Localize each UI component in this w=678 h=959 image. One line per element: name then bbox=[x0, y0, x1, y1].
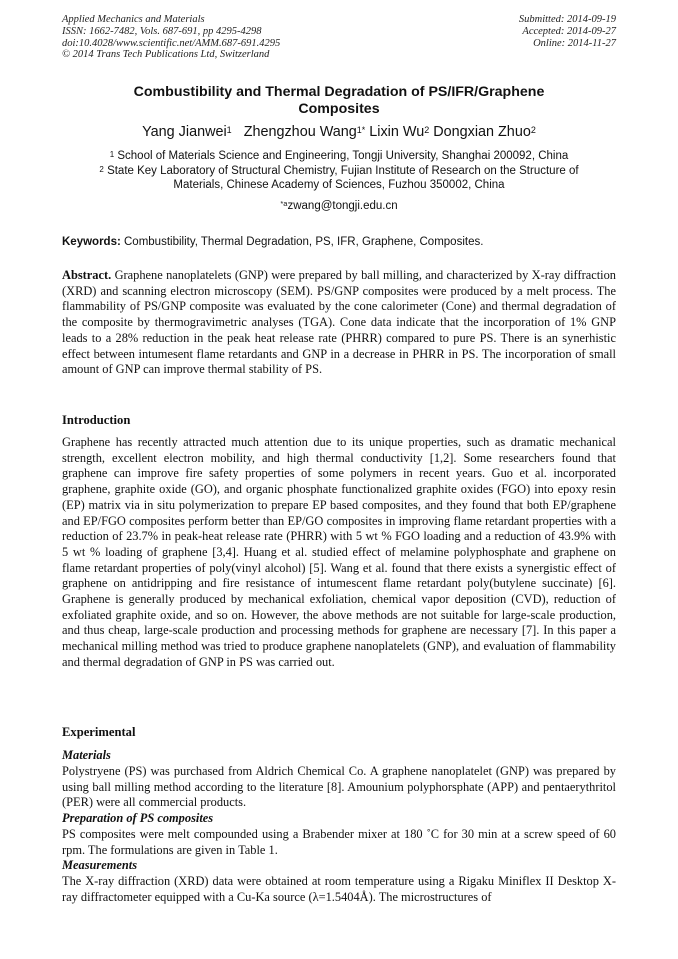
title-line-2: Composites bbox=[298, 101, 380, 117]
author-name: Lixin Wu bbox=[369, 124, 425, 140]
materials-text: Polystryene (PS) was purchased from Aldrich Chemical Co. A graphene nanoplatelet (GNP) was prepared by using ball milling method according to the literature [8]. Amounium polyphorsphate (APP) and pentaerythritol (PER) were all commercial products. bbox=[62, 764, 616, 810]
keywords-text: Combustibility, Thermal Degradation, PS, IFR, Graphene, Composites. bbox=[124, 236, 484, 248]
doi-line: doi:10.4028/www.scientific.net/AMM.687-691.4295 bbox=[62, 37, 281, 49]
affiliation-2: $^2$ State Key Laboratory of Structural Chemistry, Fujian Institute of Research on the Structure of bbox=[99, 164, 579, 177]
title-line-1: Combustibility and Thermal Degradation of PS/IFR/Graphene bbox=[133, 84, 545, 100]
affiliation-1: $^1$ School of Materials Science and Engineering, Tongji University, Shanghai 200092, China bbox=[109, 150, 569, 162]
preparation-text: PS composites were melt compounded using a Brabender mixer at 180 ˚C for 30 min at a screw speed of 60 rpm. The formulations are given in Table 1. bbox=[62, 827, 616, 857]
journal-name: Applied Mechanics and Materials bbox=[62, 14, 205, 25]
preparation-heading: Preparation of PS composites bbox=[62, 811, 214, 825]
online-date: Online: 2014-11-27 bbox=[533, 37, 616, 49]
abstract-label: Abstract. bbox=[62, 268, 112, 282]
accepted-date: Accepted: 2014-09-27 bbox=[522, 25, 616, 37]
author-list bbox=[62, 123, 616, 141]
journal-info bbox=[62, 14, 280, 61]
author-name: Dongxian Zhuo bbox=[433, 124, 531, 140]
author-affil-mark: 1* bbox=[356, 125, 366, 135]
corresponding-email bbox=[62, 199, 616, 213]
experimental-heading: Experimental bbox=[62, 725, 136, 739]
abstract bbox=[62, 268, 616, 378]
author-name: Yang Jianwei bbox=[142, 124, 227, 140]
email-address: zwang@tongji.edu.cn bbox=[287, 200, 398, 212]
measurements-text: The X-ray diffraction (XRD) data were obtained at room temperature using a Rigaku Miniflex II Desktop X-ray diffractometer equipped with a Cu-Ka source (λ=1.5404Å). The microstructures of bbox=[62, 874, 616, 904]
paper-title bbox=[62, 84, 616, 118]
introduction-heading: Introduction bbox=[62, 413, 131, 427]
materials-heading: Materials bbox=[62, 748, 111, 762]
copyright-line: © 2014 Trans Tech Publications Ltd, Switzerland bbox=[62, 49, 270, 61]
publication-dates bbox=[519, 14, 616, 49]
author-affil-mark: 2 bbox=[530, 125, 536, 135]
introduction-text: Graphene has recently attracted much attention due to its unique properties, such as dramatic mechanical strength, excellent electron mobility, and high thermal conductivity [1,2]. Some researchers found that graphene can improve fire safety properties of some polymers in recent years. Guo et al. incorporated graphene, graphite oxide (GO), and organic phosphate functionalized graphite oxides (FGO) into epoxy resin (EP) matrix via in situ polymerization to prepare EP based composites, and they found that both EP/graphene and EP/FGO composites perform better than EP/GO composites in improving flame retardant properties with a reduction of 23.7% in peak-heat release rate (PHRR) with 5 wt % FGO loading and a reduction of 43.9% with 5 wt % loading of graphene [3,4]. Huang et al. studied effect of melamine polyphosphate and graphene on flame retardant properties of poly(vinyl alcohol) [5]. Wang et al. found that there exists a synergistic effect of graphene on antidripping and fire resistance of intumescent flame retardant poly(butylene succinate) [6]. Graphene is generally produced by mechanical exfoliation, chemical vapor deposition (CVD), reduction of exfoliated graphite oxide, and so on. However, the above methods are not suitable for large-scale production, and thus cheap, large-scale production and processing methods for graphene are necessary [7]. In this paper a mechanical milling method was tried to produce graphene nanoplatelets (GNP), and evaluation of flammability and thermal degradation of GNP in PS was carried out. bbox=[62, 435, 616, 669]
submitted-date: Submitted: 2014-09-19 bbox=[518, 14, 616, 25]
author-name: Zhengzhou Wang bbox=[243, 124, 357, 140]
issn-line: ISSN: 1662-7482, Vols. 687-691, pp 4295-4298 bbox=[62, 25, 262, 37]
author-affil-mark: 1 bbox=[226, 125, 232, 135]
keywords bbox=[62, 235, 622, 249]
keywords-label: Keywords: bbox=[62, 236, 121, 248]
affiliation-2-cont: Materials, Chinese Academy of Sciences, Fuzhou 350002, China bbox=[173, 179, 505, 192]
affiliations bbox=[62, 149, 616, 193]
author-affil-mark: 2 bbox=[424, 125, 430, 135]
email-mark: *a bbox=[280, 199, 288, 208]
measurements-heading: Measurements bbox=[62, 858, 138, 872]
abstract-text: Graphene nanoplatelets (GNP) were prepared by ball milling, and characterized by X-ray diffraction (XRD) and scanning electron microscopy (SEM). PS/GNP composites were produced by a melt process. The flammability of PS/GNP composite was evaluated by the cone calorimeter (Cone) and thermal degradation of the composite by thermogravimetric analyses (TGA). Cone data indicate that the incorporation of 1% GNP leads to a 28% reduction in the peak heat release rate (PHRR) compared to pure PS. There is an synerhistic effect between intumesent flame retardants and GNP in a decrease in PHRR in PS. The incorporation of small amount of GNP can improve thermal stability of PS. bbox=[62, 268, 616, 377]
